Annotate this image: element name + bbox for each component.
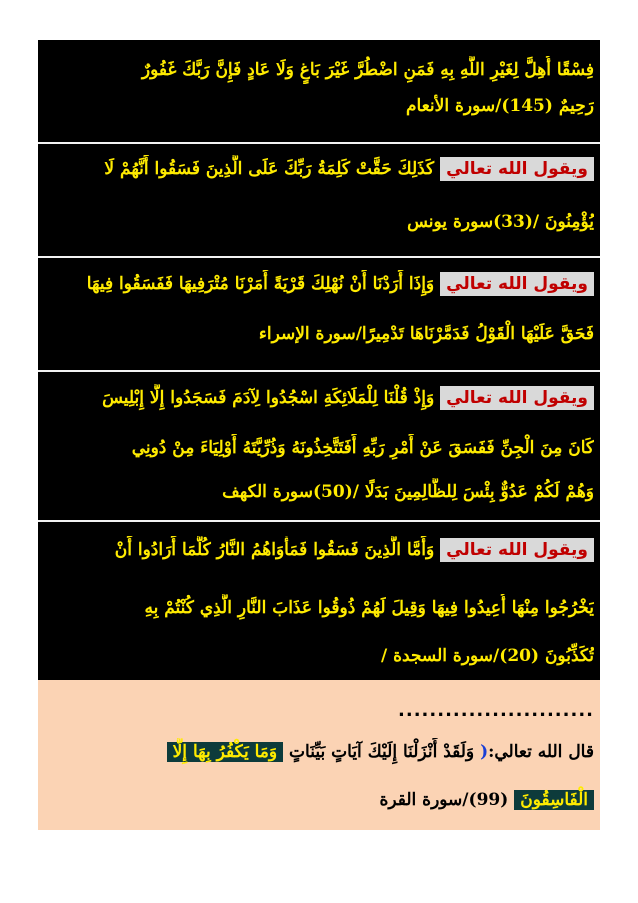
verse-text: كَذَلِكَ حَقَّتْ كَلِمَةُ رَبِّكَ عَلَى الَّذِينَ فَسَقُوا أَنَّهُمْ لَا — [104, 159, 435, 179]
speaker-tag: ويقول الله تعالي — [440, 157, 594, 181]
verse-line — [44, 384, 594, 412]
separator-dots: ......................... — [398, 700, 594, 721]
bracket: ( — [480, 742, 489, 762]
verse-text: وَإِذَا أَرَدْنَا أَنْ نُهْلِكَ قَرْيَةً أَمَرْنَا مُتْرَفِيهَا فَفَسَقُوا فِيهَا — [86, 274, 435, 294]
verse-line — [44, 738, 594, 766]
verse-line — [44, 536, 594, 564]
verse-line — [44, 786, 594, 814]
verse-line: وَهُمْ لَكُمْ عَدُوٌّ بِئْسَ لِلظَّالِمِينَ بَدَلًا /(50)سورة الكهف — [222, 482, 594, 502]
speaker-tag: ويقول الله تعالي — [440, 386, 594, 410]
verse-line: يَخْرُجُوا مِنْهَا أُعِيدُوا فِيهَا وَقِيلَ لَهُمْ ذُوقُوا عَذَابَ النَّارِ الَّذِي كُنْتُمْ بِهِ — [144, 598, 594, 618]
verse-highlight: وَمَا يَكْفُرُ بِهَا إِلَّا — [167, 742, 284, 762]
verse-text: وَإِذْ قُلْنَا لِلْمَلَائِكَةِ اسْجُدُوا لِآدَمَ فَسَجَدُوا إِلَّا إِبْلِيسَ — [102, 388, 435, 408]
verse-line: يُؤْمِنُونَ /(33)سورة يونس — [407, 212, 594, 232]
verse-line: كَانَ مِنَ الْجِنِّ فَفَسَقَ عَنْ أَمْرِ رَبِّهِ أَفَتَتَّخِذُونَهُ وَذُرِّيَّتَهُ أَوْلِيَاءَ مِنْ دُونِي — [131, 438, 594, 458]
verse-text: وَلَقَدْ أَنْزَلْنَا إِلَيْكَ آيَاتٍ بَيِّنَاتٍ — [289, 742, 475, 762]
surah-ref: (99)/سورة القرة — [379, 790, 509, 810]
divider — [38, 520, 600, 522]
verse-line: رَحِيمٌ (145)/سورة الأنعام — [406, 96, 594, 116]
verse-text: وَأَمَّا الَّذِينَ فَسَقُوا فَمَأْوَاهُمُ النَّارُ كُلَّمَا أَرَادُوا أَنْ — [114, 540, 435, 560]
verse-intro: قال الله تعالي: — [488, 742, 594, 762]
verse-line: فِسْقًا أُهِلَّ لِغَيْرِ اللَّهِ بِهِ فَمَنِ اضْطُرَّ غَيْرَ بَاغٍ وَلَا عَادٍ فَإِنَّ رَبَّكَ غَفُورٌ — [141, 60, 594, 80]
speaker-tag: ويقول الله تعالي — [440, 538, 594, 562]
verse-line: تُكَذِّبُونَ (20)/سورة السجدة / — [380, 646, 594, 666]
verse-highlight: الْفَاسِقُونَ — [514, 790, 594, 810]
divider — [38, 256, 600, 258]
verse-line — [44, 270, 594, 298]
verse-line: فَحَقَّ عَلَيْهَا الْقَوْلُ فَدَمَّرْنَاهَا تَدْمِيرًا/سورة الإسراء — [258, 324, 594, 344]
verse-line — [44, 155, 594, 183]
divider — [38, 142, 600, 144]
speaker-tag: ويقول الله تعالي — [440, 272, 594, 296]
divider — [38, 370, 600, 372]
